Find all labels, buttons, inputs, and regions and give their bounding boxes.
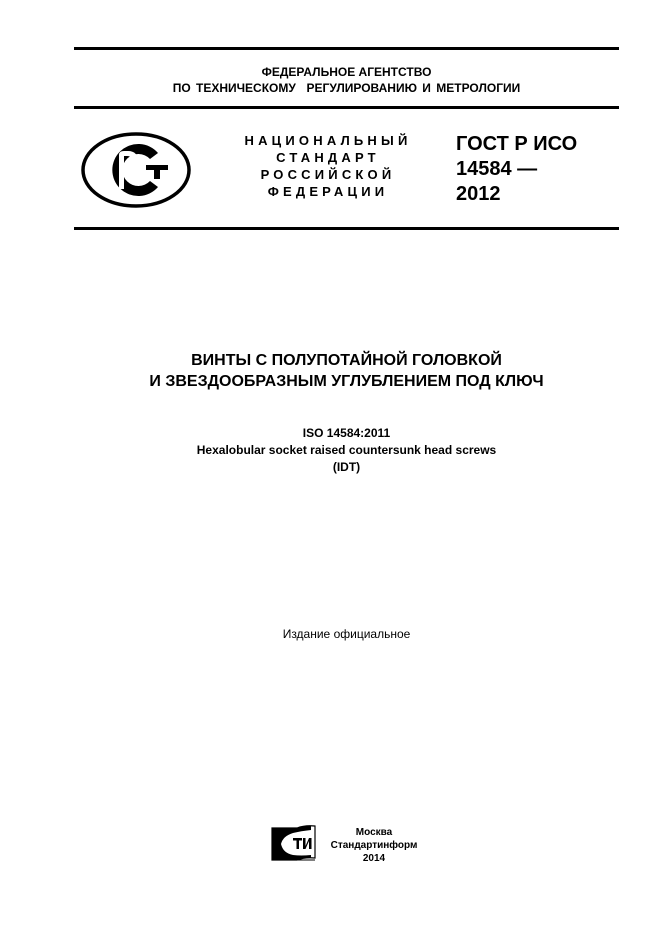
title-line-1: ВИНТЫ С ПОЛУПОТАЙНОЙ ГОЛОВКОЙ <box>191 352 502 369</box>
national-standard-line-4: ФЕДЕРАЦИИ <box>267 184 389 199</box>
national-standard-line-3: РОССИЙСКОЙ <box>260 167 396 182</box>
gost-r-logo-icon <box>80 131 192 209</box>
designation-line-1: ГОСТ Р ИСО <box>456 133 578 155</box>
title-line-2: И ЗВЕЗДООБРАЗНЫМ УГЛУБЛЕНИЕМ ПОД КЛЮЧ <box>149 373 544 390</box>
top-rule <box>74 47 619 50</box>
iso-number: ISO 14584:2011 <box>302 426 391 440</box>
publisher-city: Москва <box>355 827 393 838</box>
agency-heading <box>74 64 619 96</box>
agency-line-2: ПО ТЕХНИЧЕСКОМУ РЕГУЛИРОВАНИЮ И МЕТРОЛОГИИ <box>172 81 521 95</box>
standard-designation <box>456 132 577 207</box>
header-bottom-rule <box>74 227 619 230</box>
header-divider-rule <box>74 106 619 109</box>
iso-english-title: Hexalobular socket raised countersunk head screws <box>196 443 497 457</box>
national-standard-label <box>232 132 424 200</box>
designation-line-2: 14584 — <box>456 158 538 180</box>
publisher-block <box>322 826 426 865</box>
publisher-year: 2014 <box>362 853 386 864</box>
publisher-name: Стандартинформ <box>330 840 418 851</box>
standartinform-logo-icon <box>271 824 317 862</box>
iso-equivalence: (IDT) <box>332 460 361 474</box>
designation-line-3: 2012 <box>456 183 501 205</box>
official-edition-label: Издание официальное <box>282 627 411 641</box>
document-title <box>74 350 619 392</box>
national-standard-line-1: НАЦИОНАЛЬНЫЙ <box>244 133 412 148</box>
agency-line-1: ФЕДЕРАЛЬНОЕ АГЕНТСТВО <box>261 65 432 79</box>
iso-reference <box>74 425 619 476</box>
national-standard-line-2: СТАНДАРТ <box>276 150 380 165</box>
